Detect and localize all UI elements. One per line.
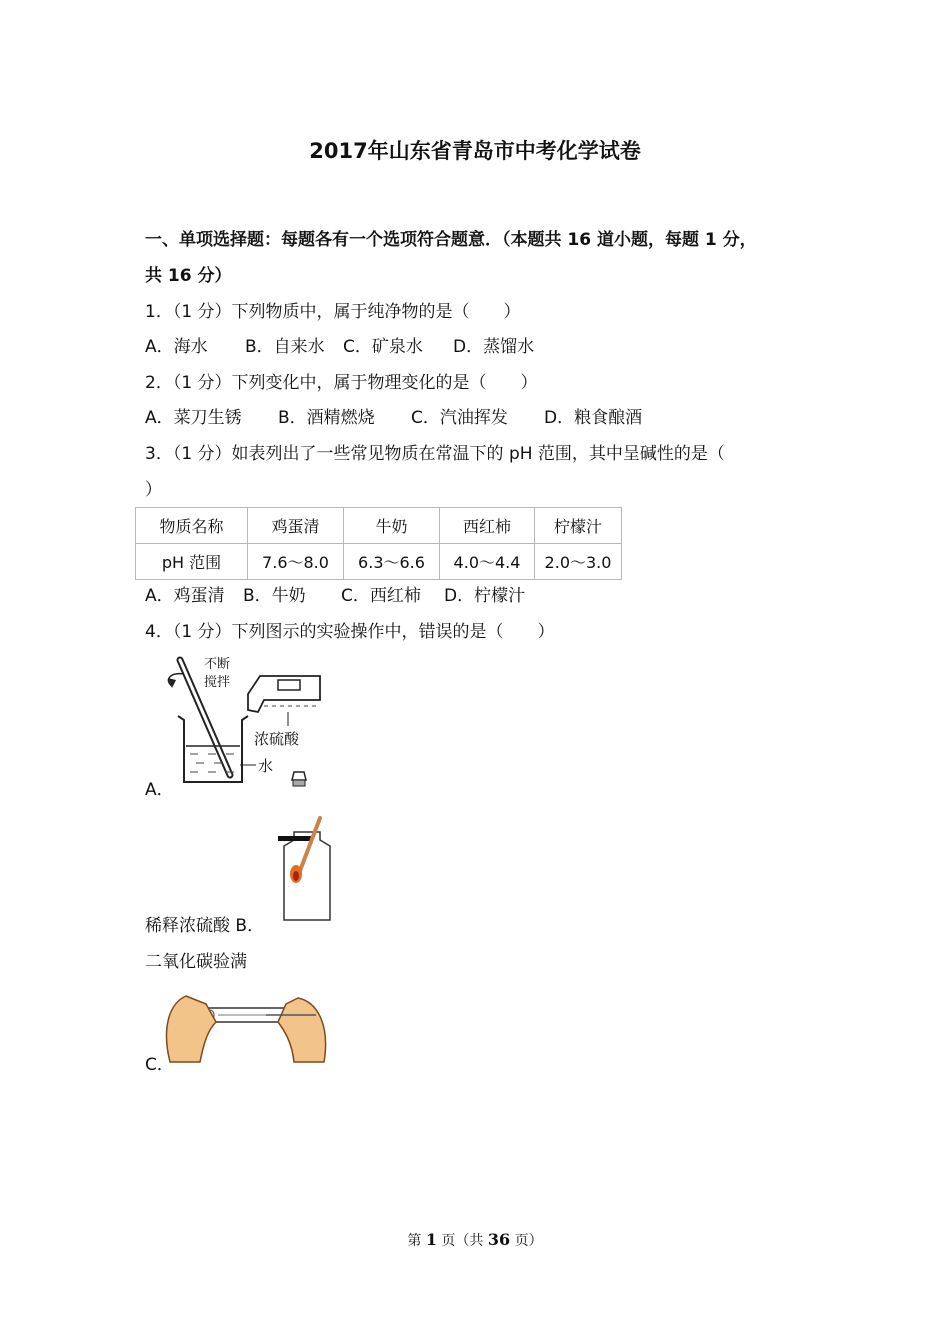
table-cell: 4.0～4.4 bbox=[440, 544, 535, 580]
question-4-stem: 4．（1 分）下列图示的实验操作中，错误的是（ ） bbox=[145, 622, 555, 642]
q1-option-c: C．矿泉水 bbox=[343, 337, 423, 357]
question-1-options bbox=[145, 332, 534, 357]
table-cell: 柠檬汁 bbox=[535, 508, 622, 544]
ph-table bbox=[135, 507, 622, 580]
q2-option-b: B．酒精燃烧 bbox=[278, 408, 375, 428]
question-2-stem: 2．（1 分）下列变化中，属于物理变化的是（ ） bbox=[145, 373, 538, 393]
question-3-stem-line2: ） bbox=[145, 480, 162, 500]
table-cell: 西红柿 bbox=[440, 508, 535, 544]
question-1-stem: 1．（1 分）下列物质中，属于纯净物的是（ ） bbox=[145, 302, 521, 322]
footer-total-pages: 36 bbox=[487, 1230, 511, 1249]
option-b-caption: 二氧化碳验满 bbox=[145, 952, 247, 972]
dilution-figure-label: 不断 bbox=[204, 657, 231, 672]
dilution-figure-label: 搅拌 bbox=[204, 675, 231, 690]
q2-option-d: D．粮食酿酒 bbox=[544, 408, 643, 428]
q3-option-b: B．牛奶 bbox=[243, 586, 306, 606]
q3-option-a: A．鸡蛋清 bbox=[145, 586, 225, 606]
q3-option-c: C．西红柿 bbox=[341, 586, 421, 606]
q1-option-a: A．海水 bbox=[145, 337, 208, 357]
question-2-options bbox=[145, 403, 642, 428]
dilution-figure-label: 浓硫酸 bbox=[254, 730, 300, 748]
table-cell: 物质名称 bbox=[136, 508, 248, 544]
option-c-label: C． bbox=[145, 1055, 174, 1075]
q2-option-a: A．菜刀生锈 bbox=[145, 408, 242, 428]
page-footer bbox=[0, 1230, 950, 1250]
q2-option-c: C．汽油挥发 bbox=[411, 408, 508, 428]
question-3-stem-line1: 3．（1 分）如表列出了一些常见物质在常温下的 pH 范围，其中呈碱性的是（ bbox=[145, 444, 725, 464]
footer-suffix: 页） bbox=[510, 1233, 543, 1249]
section-heading-line1: 一、单项选择题：每题各有一个选项符合题意．（本题共 16 道小题，每题 1 分， bbox=[145, 230, 757, 250]
footer-middle: 页（共 bbox=[436, 1233, 488, 1249]
option-a-caption: 稀释浓硫酸 B． bbox=[145, 916, 265, 936]
q1-option-d: D．蒸馏水 bbox=[453, 337, 535, 357]
section-heading-line2: 共 16 分） bbox=[145, 266, 232, 286]
footer-page-number: 1 bbox=[425, 1230, 437, 1249]
dilution-figure bbox=[160, 650, 332, 792]
q3-option-d: D．柠檬汁 bbox=[444, 586, 526, 606]
dilution-figure-label: 水 bbox=[258, 757, 274, 775]
table-row bbox=[136, 544, 622, 580]
question-3-options bbox=[145, 581, 525, 606]
option-a-label: A． bbox=[145, 780, 174, 800]
q1-option-b: B．自来水 bbox=[245, 337, 325, 357]
table-header-row bbox=[136, 508, 622, 544]
table-cell: 6.3～6.6 bbox=[344, 544, 440, 580]
page-title: 2017年山东省青岛市中考化学试卷 bbox=[309, 139, 641, 163]
co2-test-figure bbox=[272, 812, 334, 926]
test-tube-figure bbox=[158, 990, 334, 1072]
footer-prefix: 第 bbox=[407, 1233, 426, 1249]
table-cell: 牛奶 bbox=[344, 508, 440, 544]
table-cell: pH 范围 bbox=[136, 544, 248, 580]
table-cell: 7.6～8.0 bbox=[248, 544, 344, 580]
table-cell: 鸡蛋清 bbox=[248, 508, 344, 544]
table-cell: 2.0～3.0 bbox=[535, 544, 622, 580]
